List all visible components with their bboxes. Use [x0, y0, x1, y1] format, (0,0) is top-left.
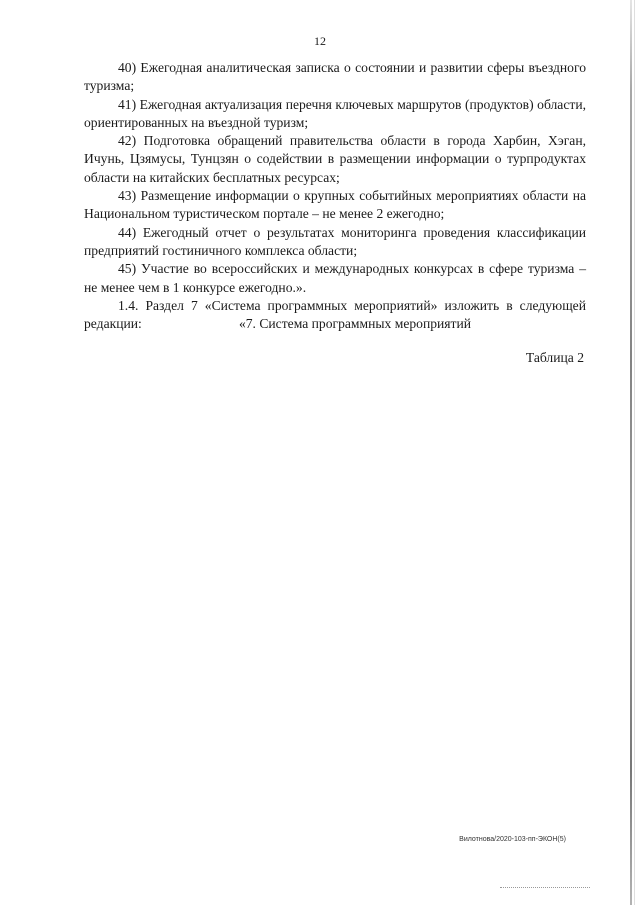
paragraph-item-45: 45) Участие во всероссийских и международных конкурсах в сфере туризма – не менее чем в 1 конкурсе ежегодно.».: [84, 261, 586, 295]
document-footer-code: Вилотнова/2020-103-пп-ЭКОН(5): [459, 836, 566, 843]
page-number: 12: [314, 34, 326, 48]
paragraph-item-44: 44) Ежегодный отчет о результатах мониторинга проведения классификации предприятий гостиничного комплекса области;: [84, 224, 586, 258]
section-heading: «7. Система программных мероприятий: [238, 316, 472, 331]
paragraph-item-41: 41) Ежегодная актуализация перечня ключевых маршрутов (продуктов) области, ориентированных на въездной туризм;: [84, 96, 586, 130]
paragraph-item-43: 43) Размещение информации о крупных событийных мероприятиях области на Национальном туристическом портале – не менее 2 ежегодно;: [84, 188, 586, 222]
body-text: [84, 59, 586, 333]
scan-edge-line-fine: [634, 0, 635, 905]
paragraph-section-1-4: 1.4. Раздел 7 «Система программных мероприятий» изложить в следующей редакции:: [84, 297, 586, 332]
table-label: Таблица 2: [525, 350, 584, 365]
paragraph-item-42: 42) Подготовка обращений правительства области в города Харбин, Хэган, Ичунь, Цзямусы, Тунцзян о содействии в размещении информации о турпродуктах области на китайских бесплатных ресурсах;: [84, 133, 586, 185]
scan-edge-line: [630, 0, 632, 905]
scan-artifact-dots: [500, 887, 590, 889]
paragraph-item-40: 40) Ежегодная аналитическая записка о состоянии и развитии сферы въездного туризма;: [84, 60, 586, 94]
